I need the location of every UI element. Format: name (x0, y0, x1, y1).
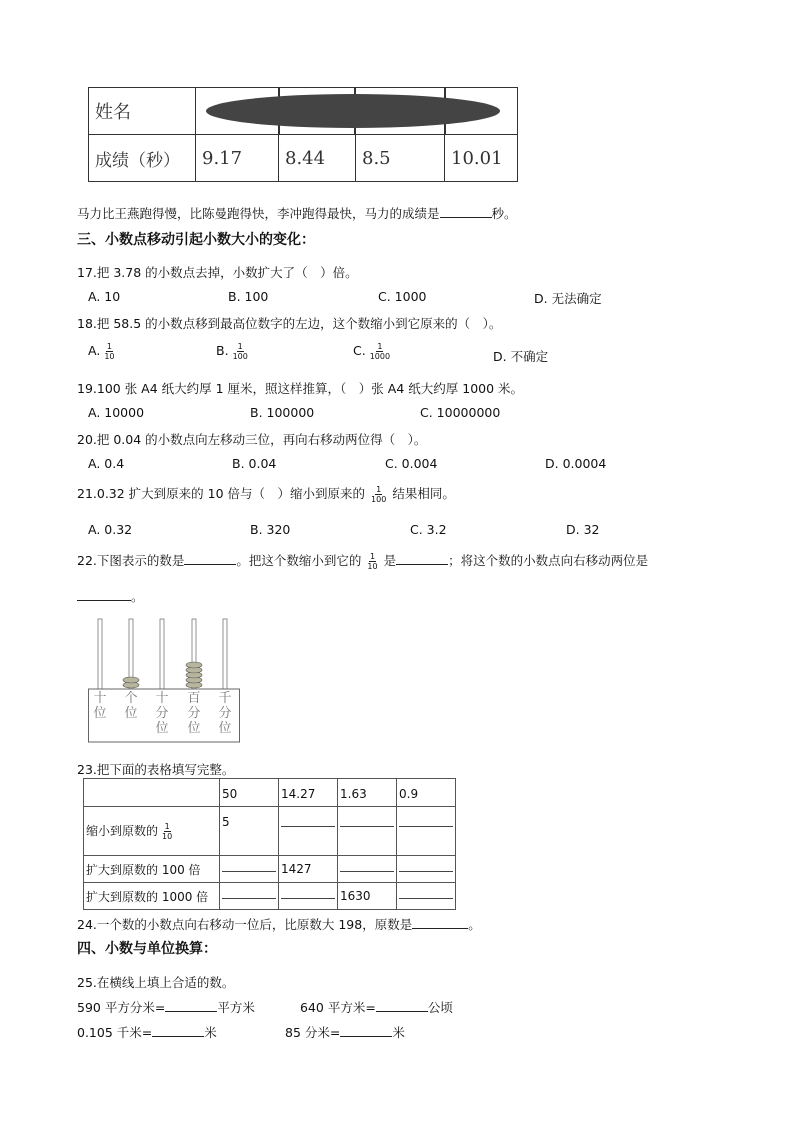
question-20: 20.把 0.04 的小数点向左移动三位，再向右移动两位得（ ）。 (77, 432, 427, 447)
table-cell[interactable] (220, 883, 279, 910)
answer-blank[interactable] (376, 998, 428, 1012)
question-24: 24.一个数的小数点向右移动一位后，比原数大 198，原数是 。 (77, 917, 481, 932)
score-cell: 8.44 (279, 135, 356, 182)
question-16: 马力比王燕跑得慢，比陈曼跑得快，李冲跑得最快，马力的成绩是 秒。 (77, 206, 517, 221)
table-cell[interactable] (279, 807, 338, 856)
answer-blank[interactable] (152, 1023, 204, 1037)
table-cell[interactable] (397, 856, 456, 883)
answer-blank[interactable] (396, 551, 448, 565)
answer-blank[interactable] (440, 204, 492, 218)
option-b[interactable]: B. 100 (228, 289, 269, 304)
score-cell: 9.17 (196, 135, 279, 182)
names-cell (196, 88, 518, 135)
option-a[interactable]: A. 10 (88, 289, 121, 304)
table-cell: 5 (220, 807, 279, 856)
table-cell: 1630 (338, 883, 397, 910)
option-a[interactable]: A. 0.4 (88, 456, 125, 471)
table-cell[interactable] (279, 883, 338, 910)
table-cell[interactable] (220, 856, 279, 883)
question-18: 18.把 58.5 的小数点移到最高位数字的左边，这个数缩小到它原来的（ ）。 (77, 316, 502, 331)
question-21: 21.0.32 扩大到原来的 10 倍与（ ）缩小到原来的 $\frac{1}{100}$ 结果相同。 (77, 485, 455, 504)
question-23: 23.把下面的表格填写完整。 (77, 762, 235, 777)
column-header: 0.9 (397, 779, 456, 807)
column-header: 50 (220, 779, 279, 807)
row-label: 扩大到原数的 100 倍 (84, 856, 220, 883)
column-header: 14.27 (279, 779, 338, 807)
abacus-place-label: 千 分 位 (218, 691, 232, 736)
score-cell: 10.01 (445, 135, 518, 182)
score-label: 成绩（秒） (89, 135, 196, 182)
option-d[interactable]: D. 不确定 (493, 349, 549, 364)
abacus-rod (98, 619, 102, 689)
redacted-names-oval (206, 94, 500, 128)
abacus-place-label: 个 位 (124, 691, 138, 721)
section-4-heading: 四、小数与单位换算： (77, 941, 217, 957)
table-cell[interactable] (397, 883, 456, 910)
question-22: 22.下图表示的数是 。把这个数缩小到它的 $\frac{1}{10}$ 是 ；将这个数的小数点向右移动两位是 (77, 552, 649, 571)
name-label: 姓名 (89, 88, 196, 135)
abacus-rod (223, 619, 227, 689)
row-label: 缩小到原数的 $\frac{1}{10}$ (84, 807, 220, 856)
option-a[interactable]: A. 10000 (88, 405, 145, 420)
table-cell[interactable] (338, 856, 397, 883)
option-c[interactable]: C. 10000000 (420, 405, 501, 420)
answer-blank[interactable] (412, 915, 468, 929)
abacus-place-label: 百 分 位 (187, 691, 201, 736)
answer-blank[interactable] (340, 1023, 392, 1037)
abacus-place-label: 十 分 位 (155, 691, 169, 736)
header-empty (84, 779, 220, 807)
option-b[interactable]: B. 100000 (250, 405, 315, 420)
option-d[interactable]: D. 无法确定 (534, 291, 602, 306)
option-b[interactable]: B. 320 (250, 522, 291, 537)
table-cell[interactable] (397, 807, 456, 856)
abacus-place-label: 十 位 (93, 691, 107, 721)
score-cell: 8.5 (356, 135, 445, 182)
option-b[interactable]: B. 0.04 (232, 456, 277, 471)
section-3-heading: 三、小数点移动引起小数大小的变化： (77, 232, 315, 248)
question-25: 25.在横线上填上合适的数。 (77, 975, 235, 990)
option-c[interactable]: C. $\frac{1}{1000}$ (353, 342, 391, 361)
option-c[interactable]: C. 1000 (378, 289, 427, 304)
table-cell: 1427 (279, 856, 338, 883)
abacus-rod (160, 619, 164, 689)
conversion-item: 85 分米= 米 (285, 1025, 405, 1040)
conversion-item: 640 平方米= 公顷 (300, 1000, 453, 1015)
abacus-figure (88, 617, 240, 743)
table-cell[interactable] (338, 807, 397, 856)
option-b[interactable]: B. $\frac{1}{100}$ (216, 342, 248, 361)
option-c[interactable]: C. 0.004 (385, 456, 438, 471)
answer-blank[interactable] (77, 587, 131, 601)
option-c[interactable]: C. 3.2 (410, 522, 447, 537)
score-table (88, 87, 518, 182)
answer-blank[interactable] (165, 998, 217, 1012)
question-22-continued: 。 (77, 587, 144, 605)
answer-blank[interactable] (184, 551, 236, 565)
option-d[interactable]: D. 32 (566, 522, 600, 537)
fill-table (83, 778, 456, 910)
conversion-item: 590 平方分米= 平方米 (77, 1000, 255, 1015)
abacus-bead (123, 677, 139, 683)
option-a[interactable]: A. $\frac{1}{10}$ (88, 342, 115, 361)
abacus-bead (186, 662, 202, 668)
question-17: 17.把 3.78 的小数点去掉，小数扩大了（ ）倍。 (77, 265, 358, 280)
row-label: 扩大到原数的 1000 倍 (84, 883, 220, 910)
conversion-item: 0.105 千米= 米 (77, 1025, 217, 1040)
option-d[interactable]: D. 0.0004 (545, 456, 607, 471)
column-header: 1.63 (338, 779, 397, 807)
question-19: 19.100 张 A4 纸大约厚 1 厘米，照这样推算，（ ）张 A4 纸大约厚 1000 米。 (77, 381, 524, 396)
option-a[interactable]: A. 0.32 (88, 522, 133, 537)
